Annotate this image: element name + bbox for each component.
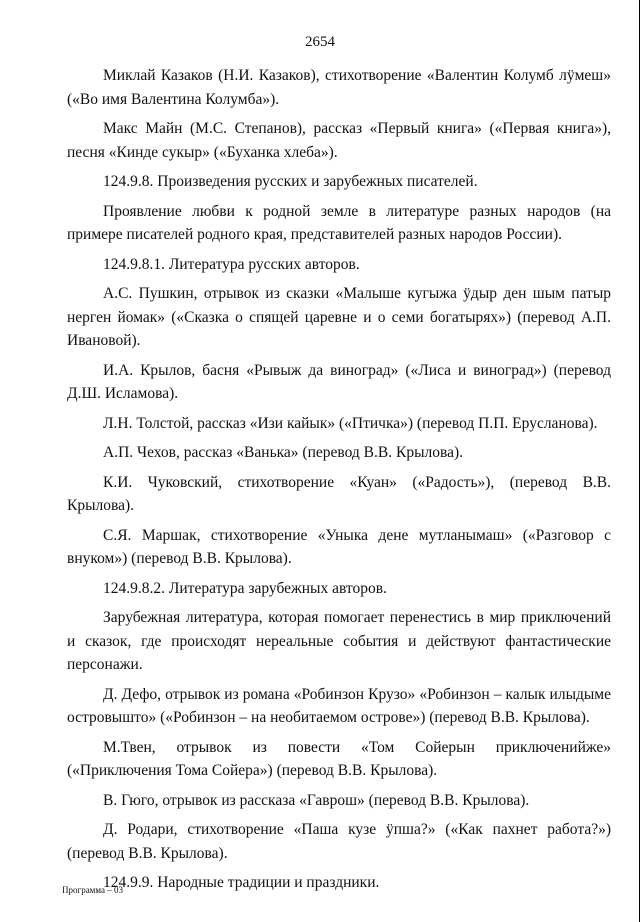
section-heading: 124.9.8.2. Литература зарубежных авторов. bbox=[103, 579, 387, 597]
paragraph: Л.Н. Толстой, рассказ «Изи кайык» («Птичка») (перевод П.П. Ерусланова). bbox=[103, 414, 598, 432]
paragraph: Д. Дефо, отрывок из романа «Робинзон Крузо» «Робинзон – калык илыдыме островышто» («Робинзон – на необитаемом острове») (перевод В.В. Крылова). bbox=[67, 685, 611, 726]
paragraph: К.И. Чуковский, стихотворение «Куан» («Радость»), (перевод В.В. Крылова). bbox=[67, 473, 611, 514]
paragraph: Макс Майн (М.С. Степанов), рассказ «Первый книга» («Первая книга»), песня «Кинде сукыр» («Буханка хлеба»). bbox=[67, 120, 611, 161]
document-body bbox=[67, 64, 611, 901]
section-heading: 124.9.8. Произведения русских и зарубежных писателей. bbox=[103, 173, 478, 190]
paragraph: А.П. Чехов, рассказ «Ванька» (перевод В.В. Крылова). bbox=[103, 444, 463, 461]
paragraph: В. Гюго, отрывок из рассказа «Гаврош» (перевод В.В. Крылова). bbox=[103, 791, 530, 809]
section-heading: 124.9.8.1. Литература русских авторов. bbox=[103, 255, 360, 273]
page-footer: Программа – 03 bbox=[62, 885, 124, 895]
section-heading: 124.9.9. Народные традиции и праздники. bbox=[103, 874, 380, 891]
paragraph: И.А. Крылов, басня «Рывыж да виноград» («Лиса и виноград») (перевод Д.Ш. Исламова). bbox=[67, 361, 611, 402]
paragraph: Зарубежная литература, которая помогает перенестись в мир приключений и сказок, где происходят нереальные события и действуют фантастические персонажи. bbox=[67, 609, 611, 673]
paragraph: А.С. Пушкин, отрывок из сказки «Малыше кугыжа ӱдыр ден шым патыр нерген йомак» («Сказка о спящей царевне и о семи богатырях») (перевод А.П. Ивановой). bbox=[67, 285, 611, 349]
page-number: 2654 bbox=[305, 34, 335, 50]
paragraph: Проявление любви к родной земле в литературе разных народов (на примере писателей родного края, представителей разных народов России). bbox=[67, 202, 611, 243]
paragraph: Д. Родари, стихотворение «Паша кузе ӱпша?» («Как пахнет работа?») (перевод В.В. Крылова). bbox=[67, 821, 611, 862]
paragraph: С.Я. Маршак, стихотворение «Уныка дене мутланымаш» («Разговор с внуком») (перевод В.В. Крылова). bbox=[67, 526, 611, 567]
paragraph: Миклай Казаков (Н.И. Казаков), стихотворение «Валентин Колумб лӱмеш» («Во имя Валентина Колумба»). bbox=[67, 67, 611, 108]
paragraph: М.Твен, отрывок из повести «Том Сойерын приключенийже» («Приключения Тома Сойера») (перевод В.В. Крылова). bbox=[67, 738, 611, 779]
